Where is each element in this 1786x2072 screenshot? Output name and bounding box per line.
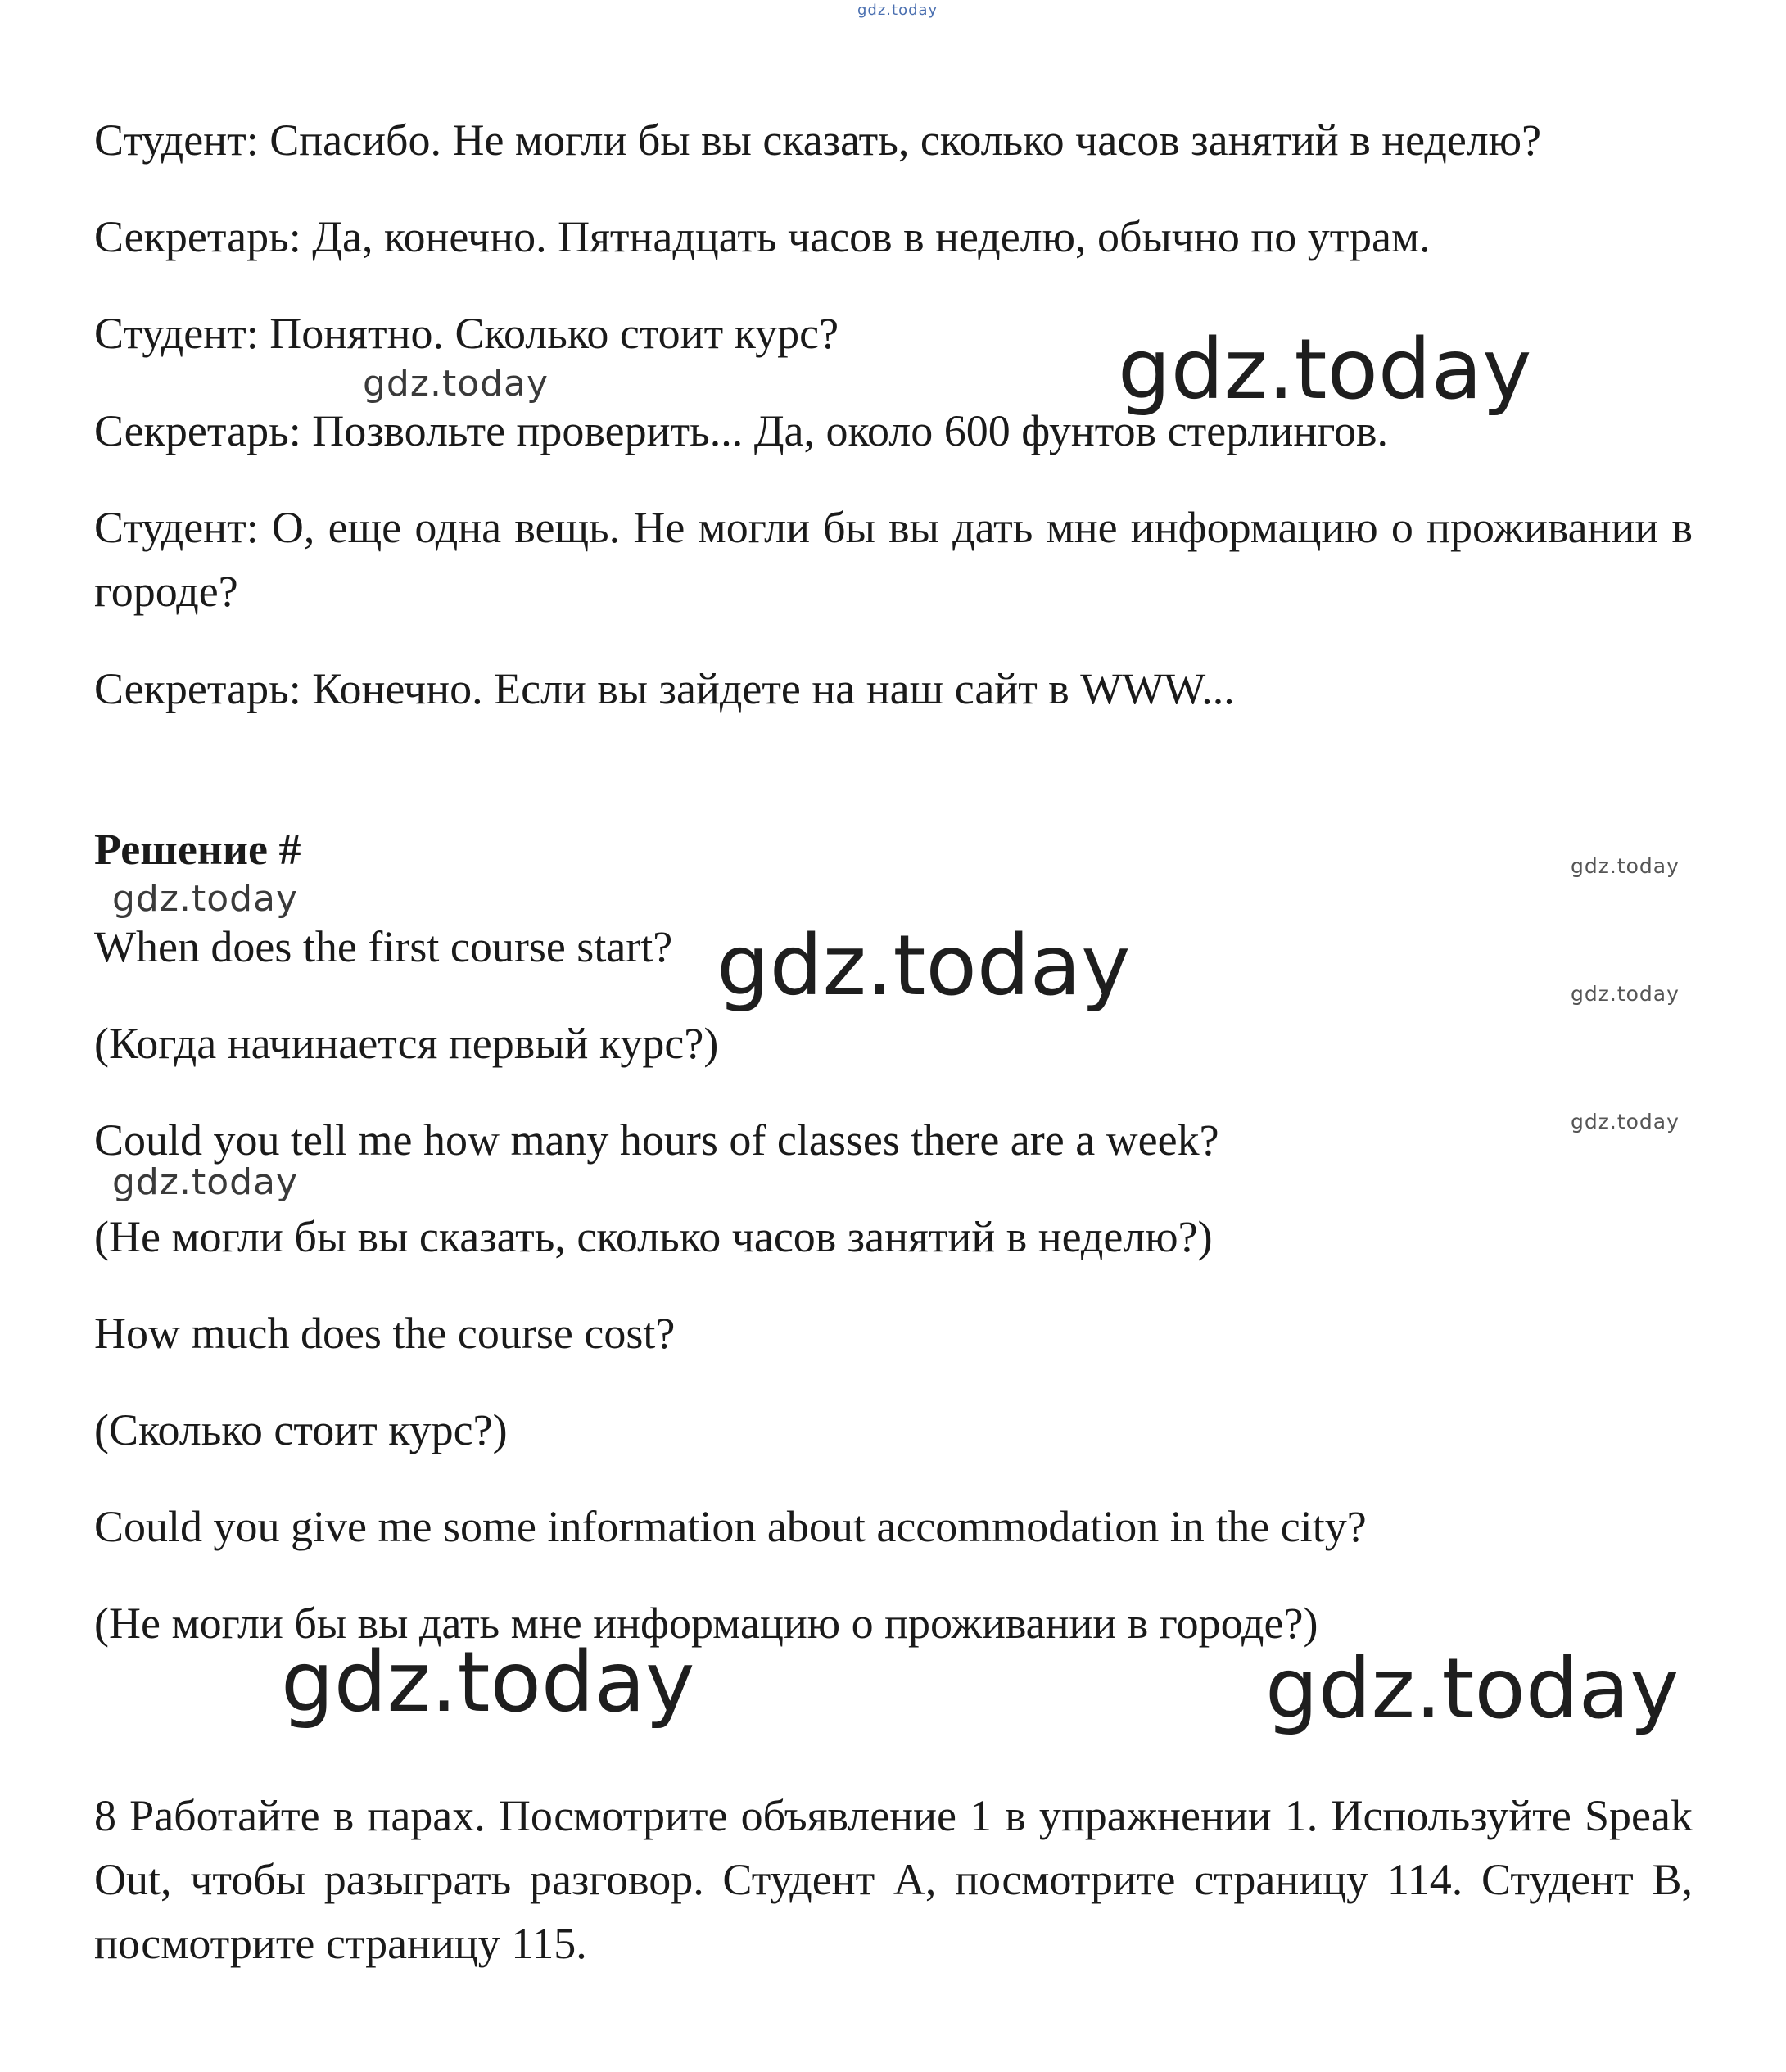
dialogue-line: Студент: Понятно. Сколько стоит курс? [94, 309, 839, 358]
dialogue-line: Студент: Спасибо. Не могли бы вы сказать, сколько часов занятий в неделю? [94, 115, 1542, 165]
solution-line: (Сколько стоит курс?) [94, 1405, 508, 1454]
task-8-text: 8 Работайте в парах. Посмотрите объявление 1 в упражнении 1. Используйте Speak Out, чтобы разыграть разговор. Студент A, посмотрите страницу 114. Студент B, посмотрите страницу 115. [94, 1791, 1693, 1968]
watermark: gdz.today [363, 363, 549, 405]
dialogue-line: Секретарь: Позвольте проверить... Да, около 600 фунтов стерлингов. [94, 406, 1389, 455]
solution-line: How much does the course cost? [94, 1309, 676, 1358]
solution-line: Could you tell me how many hours of classes there are a week? [94, 1115, 1219, 1165]
watermark: gdz.today [717, 917, 1131, 1015]
solution-line: When does the first course start? [94, 922, 673, 971]
dialogue-line: Секретарь: Да, конечно. Пятнадцать часов в неделю, обычно по утрам. [94, 212, 1431, 261]
watermark: gdz.today [1118, 321, 1532, 418]
watermark: gdz.today [281, 1634, 695, 1731]
solution-line: (Не могли бы вы сказать, сколько часов занятий в неделю?) [94, 1212, 1213, 1261]
watermark: gdz.today [1571, 854, 1680, 878]
solution-line: (Не могли бы вы дать мне информацию о проживании в городе?) [94, 1599, 1318, 1648]
watermark: gdz.today [857, 2, 938, 19]
watermark: gdz.today [112, 1161, 299, 1203]
dialogue-line: Студент: О, еще одна вещь. Не могли бы вы дать мне информацию о проживании в городе? [94, 503, 1693, 616]
watermark: gdz.today [1571, 1110, 1680, 1133]
solution-heading: Решение # [94, 825, 301, 874]
watermark: gdz.today [112, 878, 299, 920]
watermark: gdz.today [1571, 982, 1680, 1006]
solution-line: Could you give me some information about accommodation in the city? [94, 1502, 1367, 1551]
watermark: gdz.today [1265, 1640, 1680, 1738]
solution-line: (Когда начинается первый курс?) [94, 1019, 719, 1068]
dialogue-line: Секретарь: Конечно. Если вы зайдете на наш сайт в WWW... [94, 664, 1235, 713]
